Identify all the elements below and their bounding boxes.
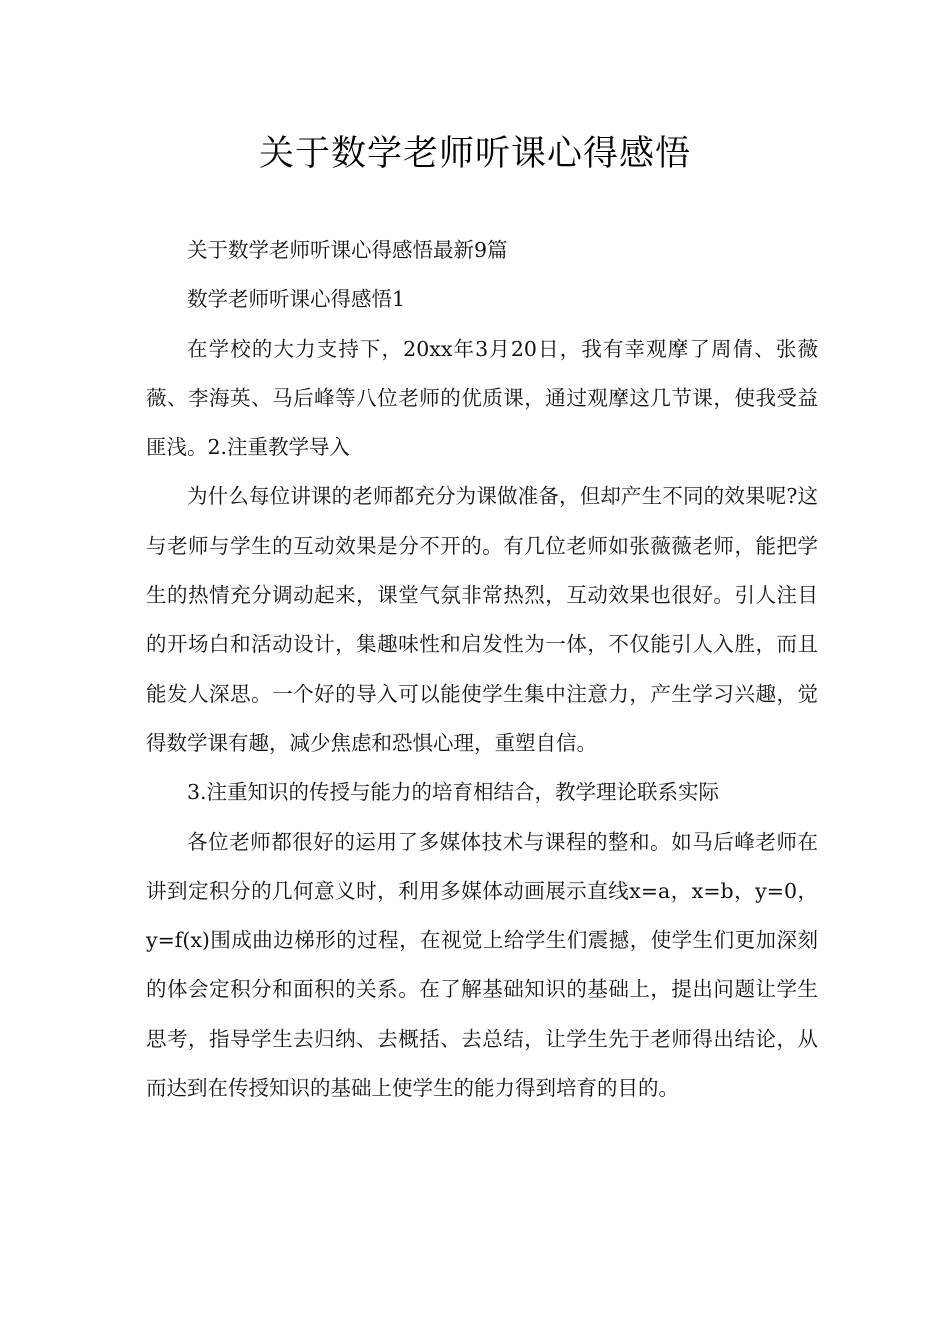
paragraph-interaction: 为什么每位讲课的老师都充分为课做准备，但却产生不同的效果呢?这与老师与学生的互动效果是分不开的。有几位老师如张薇薇老师，能把学生的热情充分调动起来，课堂气氛非常热烈，互动效果也很好。引人注目的开场白和活动设计，集趣味性和启发性为一体，不仅能引人入胜，而且能发人深思。一个好的导入可以能使学生集中注意力，产生学习兴趣，觉得数学课有趣，减少焦虑和恐惧心理，重塑自信。	[146, 484, 818, 755]
paragraph-point-3-heading: 3.注重知识的传授与能力的培育相结合，教学理论联系实际	[187, 780, 720, 805]
paragraph-section-heading: 数学老师听课心得感悟1	[187, 287, 406, 312]
document-title: 关于数学老师听课心得感悟	[258, 134, 691, 174]
document-body	[146, 226, 818, 1113]
paragraph-subtitle: 关于数学老师听课心得感悟最新9篇	[187, 238, 508, 262]
paragraph-intro: 在学校的大力支持下，20xx年3月20日，我有幸观摩了周倩、张薇薇、李海英、马后峰等八位老师的优质课，通过观摩这几节课，使我受益匪浅。2.注重教学导入	[146, 336, 818, 460]
paragraph-multimedia: 各位老师都很好的运用了多媒体技术与课程的整和。如马后峰老师在讲到定积分的几何意义时，利用多媒体动画展示直线x=a，x=b，y=0，y=f(x)围成曲边梯形的过程，在视觉上给学生们震撼，使学生们更加深刻的体会定积分和面积的关系。在了解基础知识的基础上，提出问题让学生思考，指导学生去归纳、去概括、去总结，让学生先于老师得出结论，从而达到在传授知识的基础上使学生的能力得到培育的目的。	[146, 829, 818, 1101]
